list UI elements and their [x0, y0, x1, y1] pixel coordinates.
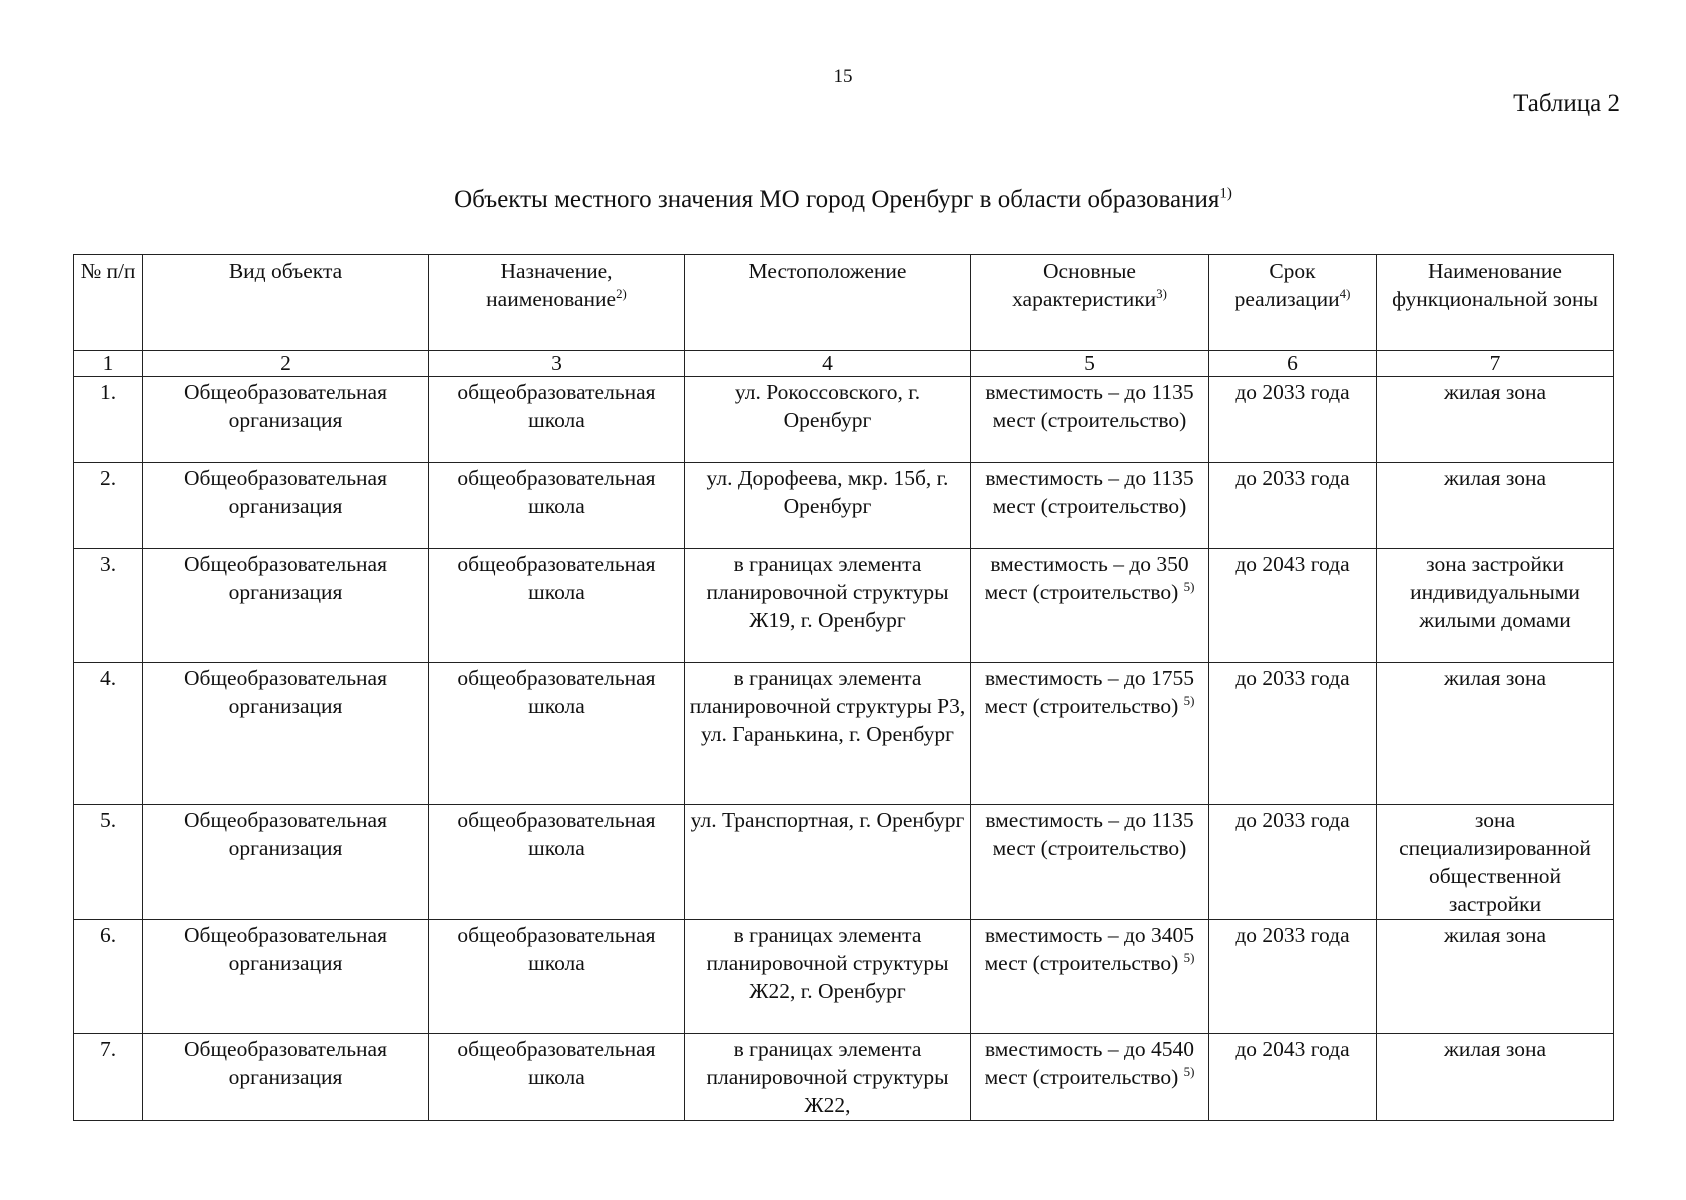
- header-footnote-mark: 3): [1156, 286, 1167, 301]
- row-number-cell-text: 1.: [99, 380, 117, 404]
- location-cell: [685, 663, 971, 805]
- table-body: [74, 255, 1614, 1121]
- purpose-cell-text: общеобразовательная школа: [457, 1037, 656, 1089]
- row-number-cell: [74, 663, 143, 805]
- object-type-cell-text: Общеобразовательная организация: [184, 808, 387, 860]
- zone-cell: [1377, 805, 1614, 920]
- term-cell-text: до 2033 года: [1235, 380, 1350, 404]
- header-cell-zone: [1377, 255, 1614, 351]
- location-cell-text: ул. Транспортная, г. Оренбург: [690, 808, 965, 832]
- zone-cell: [1377, 663, 1614, 805]
- term-cell-text: до 2043 года: [1235, 1037, 1350, 1061]
- header-cell-num: [74, 255, 143, 351]
- characteristics-cell-text: вместимость – до 4540 мест (строительство): [984, 1037, 1195, 1089]
- footnote-mark: 5): [1183, 950, 1195, 965]
- characteristics-cell: [971, 463, 1209, 549]
- term-cell-text: до 2043 года: [1235, 552, 1350, 576]
- characteristics-cell-text: вместимость – до 350 мест (строительство): [984, 552, 1189, 604]
- purpose-cell: [429, 920, 685, 1034]
- zone-cell-text: жилая зона: [1443, 666, 1547, 690]
- table-row: [74, 805, 1614, 920]
- location-cell: [685, 463, 971, 549]
- location-cell: [685, 549, 971, 663]
- footnote-mark: 5): [1183, 1064, 1195, 1079]
- object-type-cell: [143, 1034, 429, 1121]
- object-type-cell: [143, 377, 429, 463]
- row-number-cell-text: 2.: [99, 466, 117, 490]
- header-cell-purpose: [429, 255, 685, 351]
- table-label: Таблица 2: [1513, 90, 1620, 117]
- zone-cell-text: жилая зона: [1443, 1037, 1547, 1061]
- object-type-cell: [143, 920, 429, 1034]
- column-number: 7: [1377, 351, 1614, 377]
- zone-cell-text: жилая зона: [1443, 923, 1547, 947]
- characteristics-cell-text: вместимость – до 3405 мест (строительство): [984, 923, 1195, 975]
- column-number: 3: [429, 351, 685, 377]
- zone-cell: [1377, 463, 1614, 549]
- row-number-cell-text: 5.: [99, 808, 117, 832]
- term-cell: [1209, 920, 1377, 1034]
- location-cell-text: в границах элемента планировочной структуры Ж19, г. Оренбург: [706, 552, 949, 632]
- term-cell: [1209, 805, 1377, 920]
- table-row: [74, 377, 1614, 463]
- term-cell: [1209, 663, 1377, 805]
- characteristics-cell-text: вместимость – до 1135 мест (строительство): [985, 380, 1194, 432]
- header-row: [74, 255, 1614, 351]
- term-cell-text: до 2033 года: [1235, 808, 1350, 832]
- purpose-cell-text: общеобразовательная школа: [457, 808, 656, 860]
- location-cell: [685, 920, 971, 1034]
- purpose-cell-text: общеобразовательная школа: [457, 923, 656, 975]
- title-footnote-mark: 1): [1219, 185, 1232, 202]
- document-title-text: Объекты местного значения МО город Оренбург в области образования: [454, 186, 1220, 213]
- zone-cell-text: зона застройки индивидуальными жилыми домами: [1410, 552, 1580, 632]
- characteristics-cell: [971, 1034, 1209, 1121]
- object-type-cell-text: Общеобразовательная организация: [184, 552, 387, 604]
- header-cell-term: [1209, 255, 1377, 351]
- header-text: Вид объекта: [228, 259, 343, 283]
- header-cell-characteristics: [971, 255, 1209, 351]
- zone-cell: [1377, 549, 1614, 663]
- object-type-cell: [143, 549, 429, 663]
- row-number-cell: [74, 549, 143, 663]
- zone-cell-text: зона специализированной общественной застройки: [1399, 808, 1591, 916]
- page-number: 15: [833, 66, 853, 87]
- header-footnote-mark: 2): [616, 286, 627, 301]
- characteristics-cell: [971, 805, 1209, 920]
- header-cell-type: [143, 255, 429, 351]
- zone-cell-text: жилая зона: [1443, 466, 1547, 490]
- column-number: 5: [971, 351, 1209, 377]
- column-number: 1: [74, 351, 143, 377]
- row-number-cell: [74, 920, 143, 1034]
- term-cell: [1209, 1034, 1377, 1121]
- characteristics-cell-text: вместимость – до 1135 мест (строительство): [985, 808, 1194, 860]
- characteristics-cell: [971, 377, 1209, 463]
- row-number-cell-text: 3.: [99, 552, 117, 576]
- purpose-cell: [429, 1034, 685, 1121]
- object-type-cell: [143, 663, 429, 805]
- footnote-mark: 5): [1183, 693, 1195, 708]
- header-text: № п/п: [80, 259, 136, 283]
- header-text: Назначение, наименование: [486, 259, 617, 311]
- location-cell-text: в границах элемента планировочной структуры Ж22,: [706, 1037, 949, 1117]
- header-text: Местоположение: [748, 259, 907, 283]
- row-number-cell-text: 4.: [99, 666, 117, 690]
- location-cell: [685, 377, 971, 463]
- purpose-cell-text: общеобразовательная школа: [457, 466, 656, 518]
- table-row: [74, 663, 1614, 805]
- header-cell-location: [685, 255, 971, 351]
- term-cell: [1209, 377, 1377, 463]
- term-cell-text: до 2033 года: [1235, 666, 1350, 690]
- table-row: [74, 549, 1614, 663]
- row-number-cell: [74, 463, 143, 549]
- term-cell: [1209, 549, 1377, 663]
- location-cell-text: в границах элемента планировочной структуры Ж22, г. Оренбург: [706, 923, 949, 1003]
- column-number: 2: [143, 351, 429, 377]
- purpose-cell: [429, 805, 685, 920]
- header-text: Основные характеристики: [1012, 259, 1157, 311]
- object-type-cell-text: Общеобразовательная организация: [184, 1037, 387, 1089]
- location-cell: [685, 805, 971, 920]
- column-number-row: [74, 351, 1614, 377]
- characteristics-cell: [971, 663, 1209, 805]
- object-type-cell-text: Общеобразовательная организация: [184, 380, 387, 432]
- row-number-cell-text: 6.: [99, 923, 117, 947]
- table-row: [74, 1034, 1614, 1121]
- location-cell-text: ул. Рокоссовского, г. Оренбург: [734, 380, 921, 432]
- object-type-cell: [143, 805, 429, 920]
- purpose-cell: [429, 377, 685, 463]
- zone-cell: [1377, 1034, 1614, 1121]
- purpose-cell: [429, 549, 685, 663]
- table-row: [74, 463, 1614, 549]
- header-footnote-mark: 4): [1339, 286, 1351, 301]
- row-number-cell: [74, 805, 143, 920]
- objects-table: [73, 254, 1614, 1121]
- zone-cell-text: жилая зона: [1443, 380, 1547, 404]
- purpose-cell: [429, 663, 685, 805]
- object-type-cell-text: Общеобразовательная организация: [184, 666, 387, 718]
- characteristics-cell: [971, 549, 1209, 663]
- document-title: [0, 186, 1686, 214]
- column-number: 4: [685, 351, 971, 377]
- object-type-cell-text: Общеобразовательная организация: [184, 466, 387, 518]
- term-cell: [1209, 463, 1377, 549]
- purpose-cell-text: общеобразовательная школа: [457, 380, 656, 432]
- purpose-cell: [429, 463, 685, 549]
- purpose-cell-text: общеобразовательная школа: [457, 666, 656, 718]
- location-cell-text: в границах элемента планировочной структуры Р3, ул. Гаранькина, г. Оренбург: [689, 666, 966, 746]
- header-text: Срок реализации: [1234, 259, 1340, 311]
- purpose-cell-text: общеобразовательная школа: [457, 552, 656, 604]
- row-number-cell-text: 7.: [99, 1037, 117, 1061]
- zone-cell: [1377, 377, 1614, 463]
- characteristics-cell-text: вместимость – до 1755 мест (строительство): [984, 666, 1195, 718]
- object-type-cell-text: Общеобразовательная организация: [184, 923, 387, 975]
- term-cell-text: до 2033 года: [1235, 466, 1350, 490]
- characteristics-cell: [971, 920, 1209, 1034]
- term-cell-text: до 2033 года: [1235, 923, 1350, 947]
- zone-cell: [1377, 920, 1614, 1034]
- row-number-cell: [74, 1034, 143, 1121]
- characteristics-cell-text: вместимость – до 1135 мест (строительство): [985, 466, 1194, 518]
- object-type-cell: [143, 463, 429, 549]
- header-text: Наименование функциональной зоны: [1392, 259, 1598, 311]
- location-cell: [685, 1034, 971, 1121]
- footnote-mark: 5): [1183, 579, 1195, 594]
- location-cell-text: ул. Дорофеева, мкр. 15б, г. Оренбург: [706, 466, 949, 518]
- row-number-cell: [74, 377, 143, 463]
- table-row: [74, 920, 1614, 1034]
- column-number: 6: [1209, 351, 1377, 377]
